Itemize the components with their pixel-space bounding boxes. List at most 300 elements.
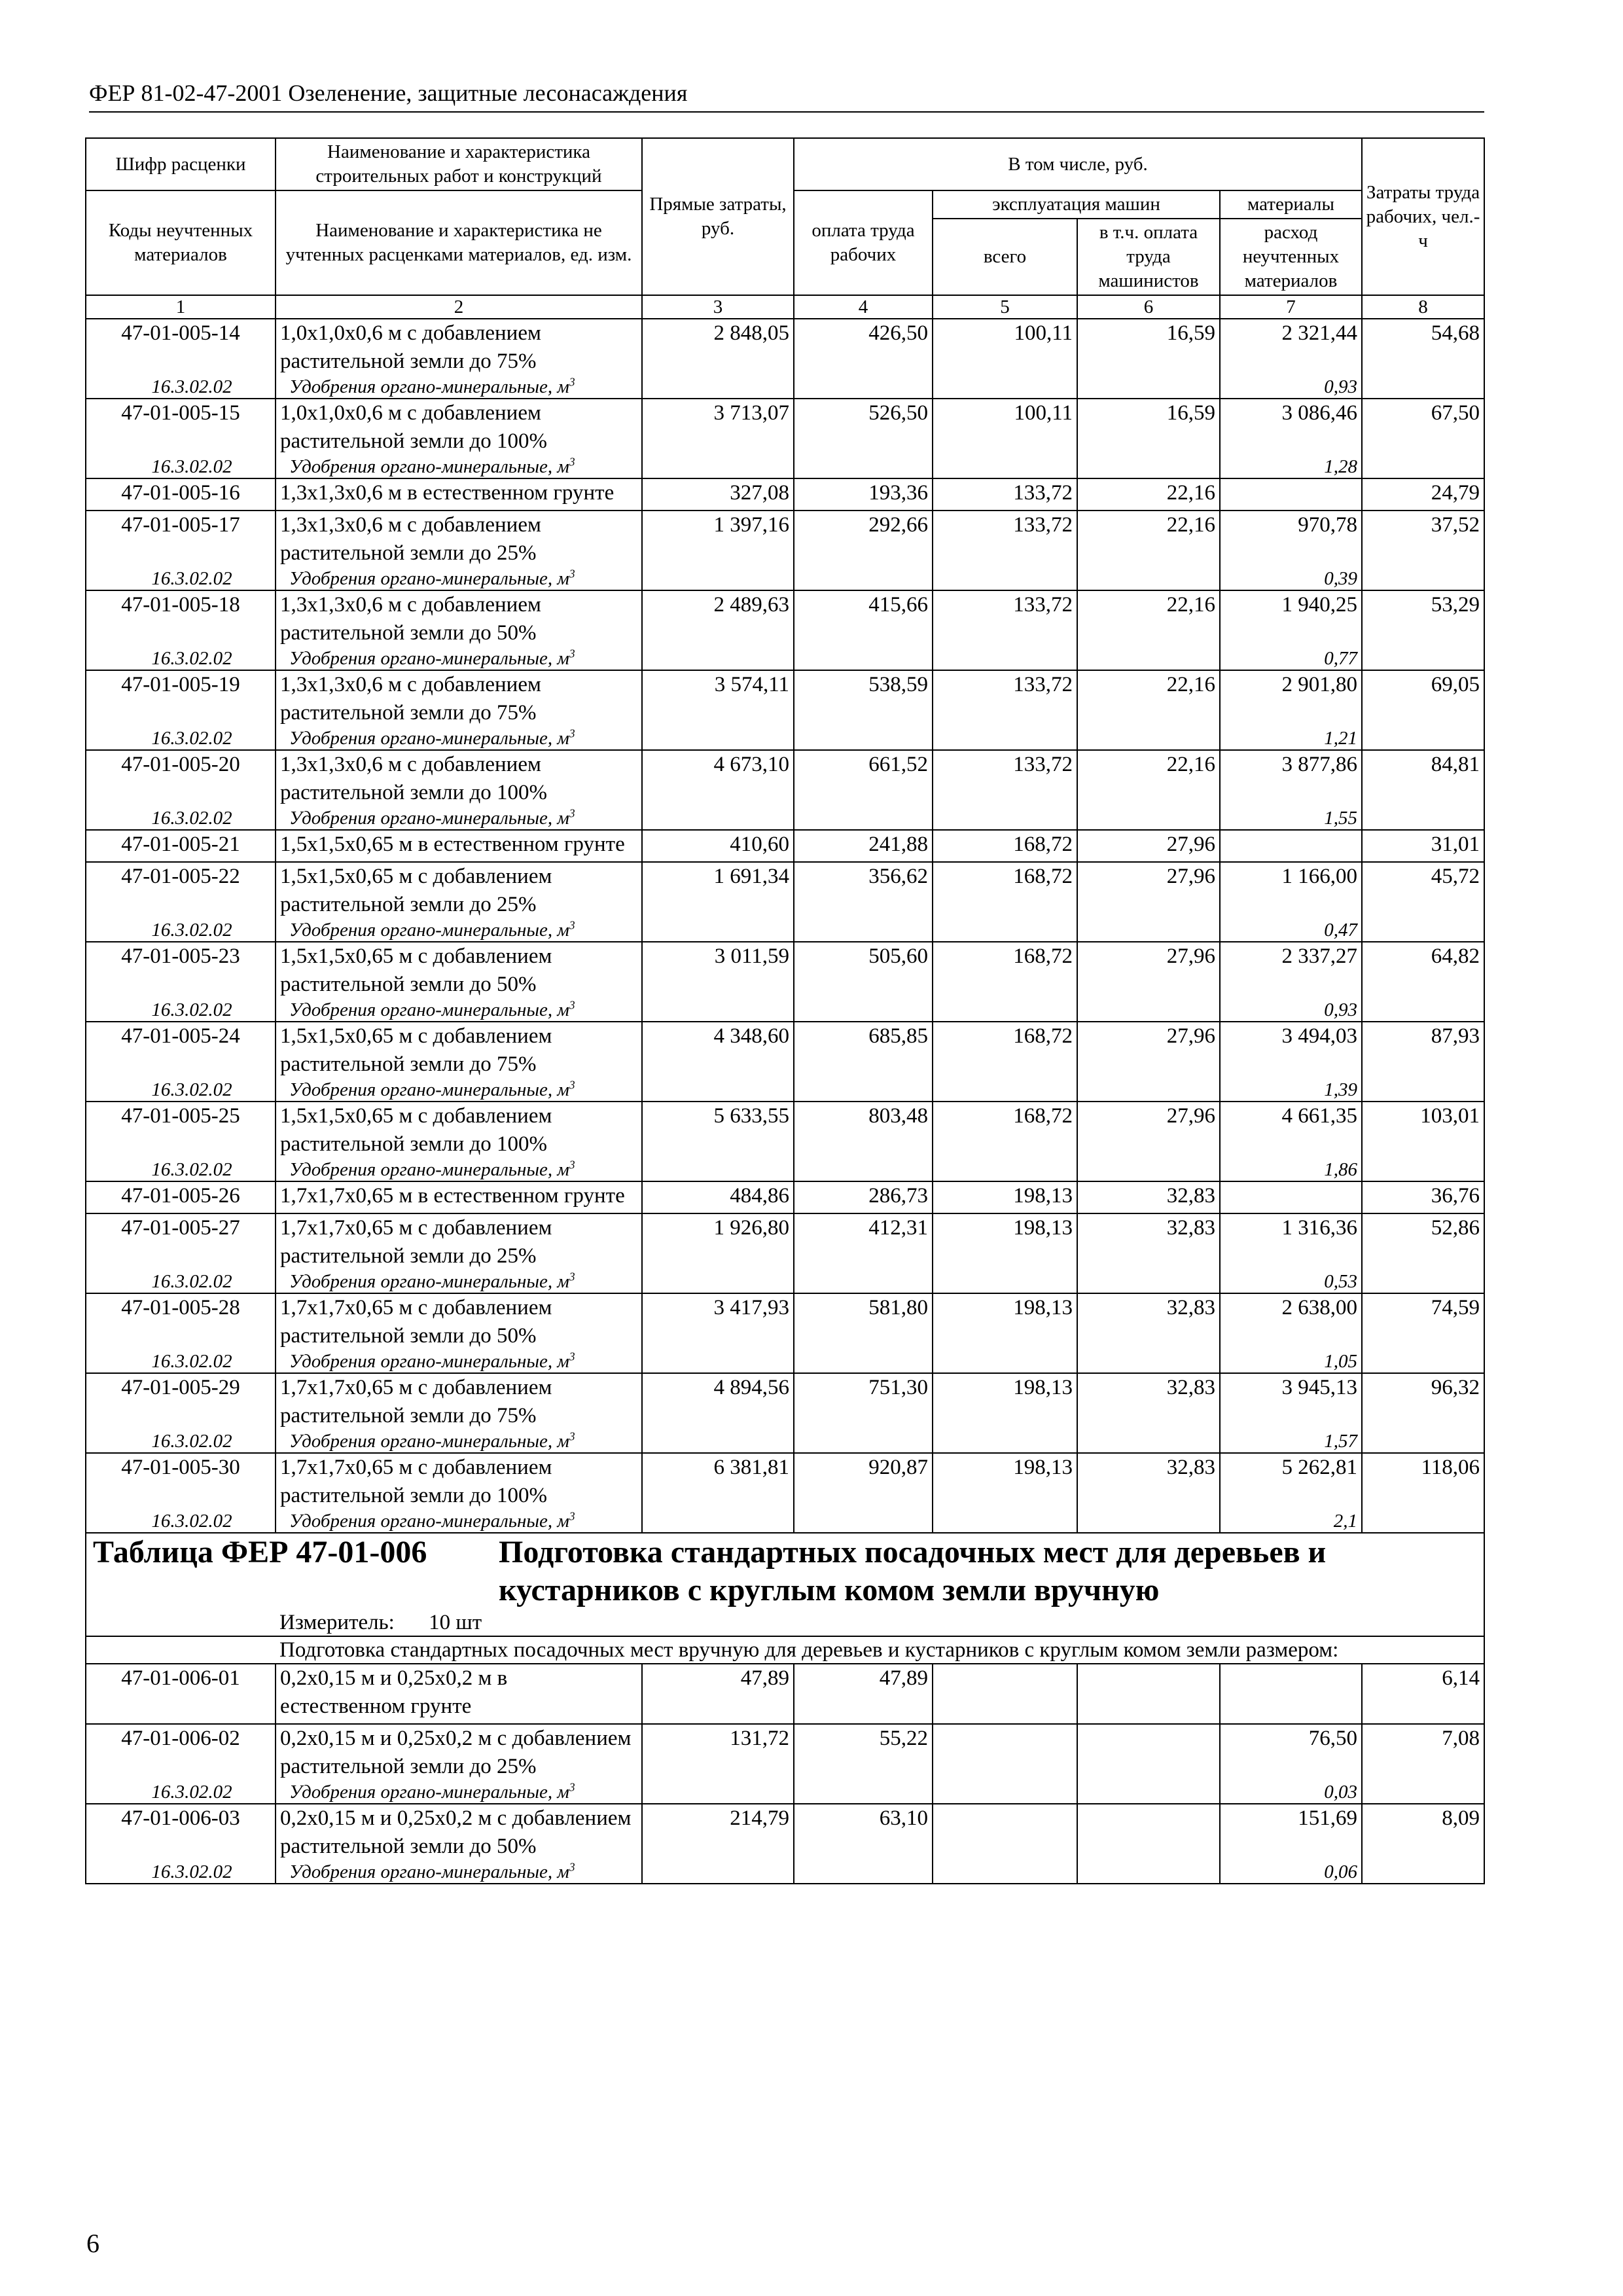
work-name: 1,7х1,7х0,65 м с добавлением растительной земли до 50% (276, 1293, 642, 1350)
resource-name (276, 1270, 642, 1293)
table-row (86, 1213, 1484, 1270)
labor-hours: 74,59 (1362, 1293, 1484, 1350)
rate-code: 47-01-005-22 (86, 862, 276, 919)
machines-total: 133,72 (933, 511, 1077, 567)
materials-cost: 1 166,00 (1220, 862, 1362, 919)
machines-total: 133,72 (933, 670, 1077, 727)
labor-hours: 67,50 (1362, 399, 1484, 456)
table-row (86, 319, 1484, 376)
col-number: 5 (933, 295, 1077, 319)
operators-pay: 32,83 (1077, 1181, 1220, 1213)
resource-name-text: Удобрения органо-минеральные, м (289, 808, 569, 829)
materials-cost: 2 337,27 (1220, 942, 1362, 999)
resource-code: 16.3.02.02 (86, 647, 276, 670)
meter-label: Измеритель: (279, 1611, 395, 1634)
table-row (86, 1102, 1484, 1158)
labor-pay: 55,22 (794, 1724, 933, 1781)
empty-cell (642, 647, 794, 670)
labor-hours: 53,29 (1362, 590, 1484, 647)
operators-pay: 32,83 (1077, 1213, 1220, 1270)
machines-total (933, 1664, 1077, 1724)
materials-cost: 2 638,00 (1220, 1293, 1362, 1350)
operators-pay: 32,83 (1077, 1373, 1220, 1430)
work-name: 0,2х0,15 м и 0,25х0,2 м с добавлением растительной земли до 25% (276, 1724, 642, 1781)
resource-quantity: 1,57 (1220, 1430, 1362, 1453)
empty-cell (794, 1510, 933, 1533)
rate-code: 47-01-006-02 (86, 1724, 276, 1781)
resource-code: 16.3.02.02 (86, 727, 276, 750)
resource-code: 16.3.02.02 (86, 807, 276, 830)
table-body-006 (86, 1664, 1484, 1884)
resource-quantity: 1,28 (1220, 456, 1362, 478)
labor-pay: 412,31 (794, 1213, 933, 1270)
unit-superscript: 3 (569, 1430, 575, 1443)
resource-name-text: Удобрения органо-минеральные, м (289, 1351, 569, 1372)
resource-name (276, 1350, 642, 1373)
unit-superscript: 3 (569, 1158, 575, 1172)
work-name: 1,0х1,0х0,6 м с добавлением растительной земли до 75% (276, 319, 642, 376)
rate-code: 47-01-006-01 (86, 1664, 276, 1724)
operators-pay: 16,59 (1077, 319, 1220, 376)
work-name: 1,5х1,5х0,65 м с добавлением растительной земли до 75% (276, 1022, 642, 1079)
header-pryamye: Прямые затраты, руб. (642, 138, 794, 295)
resource-quantity: 1,39 (1220, 1079, 1362, 1102)
direct-cost: 2 848,05 (642, 319, 794, 376)
labor-hours: 64,82 (1362, 942, 1484, 999)
direct-cost: 3 011,59 (642, 942, 794, 999)
resource-name (276, 567, 642, 590)
resource-code: 16.3.02.02 (86, 1270, 276, 1293)
empty-cell (933, 1510, 1077, 1533)
empty-cell (1362, 807, 1484, 830)
empty-cell (1362, 567, 1484, 590)
empty-cell (1077, 1350, 1220, 1373)
direct-cost: 214,79 (642, 1804, 794, 1861)
resource-code: 16.3.02.02 (86, 1430, 276, 1453)
empty-cell (933, 567, 1077, 590)
labor-pay: 751,30 (794, 1373, 933, 1430)
labor-hours: 118,06 (1362, 1453, 1484, 1510)
running-header: ФЕР 81-02-47-2001 Озеленение, защитные лесонасаждения (89, 77, 1484, 113)
resource-code: 16.3.02.02 (86, 1510, 276, 1533)
resource-quantity: 1,86 (1220, 1158, 1362, 1181)
work-name: 1,7х1,7х0,65 м в естественном грунте (276, 1181, 642, 1213)
empty-cell (1077, 727, 1220, 750)
labor-hours: 52,86 (1362, 1213, 1484, 1270)
empty-cell (642, 1861, 794, 1884)
empty-cell (933, 727, 1077, 750)
resource-row (86, 1430, 1484, 1453)
work-name: 1,3х1,3х0,6 м с добавлением растительной земли до 50% (276, 590, 642, 647)
unit-superscript: 3 (569, 1861, 575, 1874)
empty-cell (642, 1430, 794, 1453)
empty-cell (933, 1350, 1077, 1373)
empty-cell (642, 1510, 794, 1533)
labor-pay: 426,50 (794, 319, 933, 376)
resource-name-text: Удобрения органо-минеральные, м (289, 376, 569, 397)
empty-cell (1077, 456, 1220, 478)
operators-pay: 16,59 (1077, 399, 1220, 456)
empty-cell (933, 919, 1077, 942)
unit-superscript: 3 (569, 1781, 575, 1794)
header-ekspl: эксплуатация машин (933, 190, 1220, 219)
unit-superscript: 3 (569, 919, 575, 932)
rate-code: 47-01-005-25 (86, 1102, 276, 1158)
resource-name-text: Удобрения органо-минеральные, м (289, 999, 569, 1020)
labor-hours: 87,93 (1362, 1022, 1484, 1079)
empty-cell (933, 647, 1077, 670)
direct-cost: 1 397,16 (642, 511, 794, 567)
header-oplata: оплата труда рабочих (794, 190, 933, 295)
rates-table (85, 137, 1485, 1884)
materials-cost: 76,50 (1220, 1724, 1362, 1781)
direct-cost: 410,60 (642, 830, 794, 862)
rate-code: 47-01-005-14 (86, 319, 276, 376)
resource-quantity: 1,21 (1220, 727, 1362, 750)
work-name: 0,2х0,15 м и 0,25х0,2 м с добавлением растительной земли до 50% (276, 1804, 642, 1861)
direct-cost: 1 691,34 (642, 862, 794, 919)
labor-hours: 84,81 (1362, 750, 1484, 807)
empty-cell (933, 1079, 1077, 1102)
direct-cost: 327,08 (642, 478, 794, 511)
resource-name-text: Удобрения органо-минеральные, м (289, 1861, 569, 1882)
empty-cell (1362, 1430, 1484, 1453)
labor-pay: 685,85 (794, 1022, 933, 1079)
rate-code: 47-01-005-17 (86, 511, 276, 567)
operators-pay: 32,83 (1077, 1453, 1220, 1510)
operators-pay: 22,16 (1077, 511, 1220, 567)
empty-cell (642, 807, 794, 830)
resource-name (276, 647, 642, 670)
header-vtch: в т.ч. оплата труда машинистов (1077, 219, 1220, 295)
empty-cell (1362, 1079, 1484, 1102)
empty-cell (794, 1350, 933, 1373)
unit-superscript: 3 (569, 376, 575, 389)
table-row (86, 1724, 1484, 1781)
materials-cost: 151,69 (1220, 1804, 1362, 1861)
work-name: 1,3х1,3х0,6 м с добавлением растительной земли до 100% (276, 750, 642, 807)
empty-cell (1362, 1781, 1484, 1804)
resource-row (86, 1158, 1484, 1181)
rate-code: 47-01-006-03 (86, 1804, 276, 1861)
labor-pay: 505,60 (794, 942, 933, 999)
resource-quantity: 0,93 (1220, 999, 1362, 1022)
empty-cell (1362, 456, 1484, 478)
machines-total: 168,72 (933, 1102, 1077, 1158)
resource-row (86, 727, 1484, 750)
work-name: 1,7х1,7х0,65 м с добавлением растительной земли до 25% (276, 1213, 642, 1270)
table-row (86, 590, 1484, 647)
empty-cell (1077, 1270, 1220, 1293)
unit-superscript: 3 (569, 1350, 575, 1363)
machines-total: 198,13 (933, 1213, 1077, 1270)
resource-name-text: Удобрения органо-минеральные, м (289, 1271, 569, 1292)
empty-cell (642, 1350, 794, 1373)
header-rashod: расход неучтенных материалов (1220, 219, 1362, 295)
rate-code: 47-01-005-19 (86, 670, 276, 727)
empty-cell (794, 999, 933, 1022)
operators-pay: 27,96 (1077, 1022, 1220, 1079)
direct-cost: 4 894,56 (642, 1373, 794, 1430)
header-v-tom-chisle: В том числе, руб. (794, 138, 1362, 190)
table-006-label: Таблица ФЕР 47-01-006 (93, 1535, 427, 1570)
labor-pay: 193,36 (794, 478, 933, 511)
labor-pay: 538,59 (794, 670, 933, 727)
empty-cell (933, 1430, 1077, 1453)
empty-cell (642, 919, 794, 942)
resource-quantity: 0,77 (1220, 647, 1362, 670)
empty-cell (1077, 567, 1220, 590)
materials-cost: 3 877,86 (1220, 750, 1362, 807)
table-006-heading (86, 1533, 1484, 1664)
machines-total: 198,13 (933, 1373, 1077, 1430)
header-vsego: всего (933, 219, 1077, 295)
resource-row (86, 1510, 1484, 1533)
empty-cell (1077, 376, 1220, 399)
resource-name (276, 919, 642, 942)
rate-code: 47-01-005-18 (86, 590, 276, 647)
machines-total: 133,72 (933, 750, 1077, 807)
machines-total (933, 1724, 1077, 1781)
empty-cell (794, 567, 933, 590)
operators-pay: 22,16 (1077, 478, 1220, 511)
rate-code: 47-01-005-21 (86, 830, 276, 862)
empty-cell (1077, 1158, 1220, 1181)
table-row (86, 862, 1484, 919)
header-naim-top: Наименование и характеристика строительных работ и конструкций (276, 138, 642, 190)
direct-cost: 2 489,63 (642, 590, 794, 647)
resource-row (86, 1270, 1484, 1293)
empty-cell (642, 1158, 794, 1181)
empty-cell (794, 456, 933, 478)
empty-cell (1362, 1350, 1484, 1373)
meter-value: 10 шт (429, 1611, 482, 1634)
materials-cost: 1 316,36 (1220, 1213, 1362, 1270)
rate-code: 47-01-005-27 (86, 1213, 276, 1270)
machines-total: 198,13 (933, 1181, 1077, 1213)
rate-code: 47-01-005-20 (86, 750, 276, 807)
work-name: 1,0х1,0х0,6 м с добавлением растительной земли до 100% (276, 399, 642, 456)
operators-pay (1077, 1804, 1220, 1861)
operators-pay: 27,96 (1077, 942, 1220, 999)
table-row (86, 399, 1484, 456)
table-row (86, 511, 1484, 567)
resource-quantity: 0,53 (1220, 1270, 1362, 1293)
resource-name-text: Удобрения органо-минеральные, м (289, 1159, 569, 1180)
empty-cell (933, 807, 1077, 830)
empty-cell (794, 727, 933, 750)
machines-total: 100,11 (933, 319, 1077, 376)
resource-name-text: Удобрения органо-минеральные, м (289, 728, 569, 749)
col-number: 1 (86, 295, 276, 319)
resource-name (276, 807, 642, 830)
unit-superscript: 3 (569, 567, 575, 581)
resource-row (86, 567, 1484, 590)
work-name: 1,3х1,3х0,6 м с добавлением растительной земли до 75% (276, 670, 642, 727)
empty-cell (1077, 647, 1220, 670)
direct-cost: 6 381,81 (642, 1453, 794, 1510)
machines-total: 100,11 (933, 399, 1077, 456)
labor-pay: 803,48 (794, 1102, 933, 1158)
rate-code: 47-01-005-16 (86, 478, 276, 511)
materials-cost: 3 494,03 (1220, 1022, 1362, 1079)
header-naim-bottom: Наименование и характеристика не учтенных расценками материалов, ед. изм. (276, 190, 642, 295)
resource-name-text: Удобрения органо-минеральные, м (289, 456, 569, 477)
machines-total: 198,13 (933, 1453, 1077, 1510)
operators-pay: 22,16 (1077, 590, 1220, 647)
machines-total: 168,72 (933, 942, 1077, 999)
col-number: 7 (1220, 295, 1362, 319)
header-kody: Коды неучтенных материалов (86, 190, 276, 295)
labor-pay: 63,10 (794, 1804, 933, 1861)
unit-superscript: 3 (569, 999, 575, 1012)
unit-superscript: 3 (569, 1510, 575, 1523)
empty-cell (642, 1270, 794, 1293)
materials-cost (1220, 478, 1362, 511)
empty-cell (794, 647, 933, 670)
empty-cell (933, 1270, 1077, 1293)
header-materialy: материалы (1220, 190, 1362, 219)
table-row (86, 942, 1484, 999)
direct-cost: 131,72 (642, 1724, 794, 1781)
resource-code: 16.3.02.02 (86, 1350, 276, 1373)
labor-pay: 292,66 (794, 511, 933, 567)
resource-row (86, 456, 1484, 478)
labor-hours: 69,05 (1362, 670, 1484, 727)
labor-hours: 54,68 (1362, 319, 1484, 376)
labor-hours: 6,14 (1362, 1664, 1484, 1724)
empty-cell (1362, 999, 1484, 1022)
table-row (86, 1804, 1484, 1861)
empty-cell (1362, 919, 1484, 942)
header-shifr: Шифр расценки (86, 138, 276, 190)
empty-cell (642, 376, 794, 399)
col-number: 6 (1077, 295, 1220, 319)
labor-pay: 415,66 (794, 590, 933, 647)
materials-cost (1220, 830, 1362, 862)
col-number: 2 (276, 295, 642, 319)
operators-pay: 27,96 (1077, 862, 1220, 919)
table-row (86, 1181, 1484, 1213)
labor-pay: 47,89 (794, 1664, 933, 1724)
empty-cell (1362, 727, 1484, 750)
empty-cell (794, 1158, 933, 1181)
resource-row (86, 647, 1484, 670)
direct-cost: 3 713,07 (642, 399, 794, 456)
empty-cell (642, 456, 794, 478)
operators-pay: 27,96 (1077, 830, 1220, 862)
resource-row (86, 919, 1484, 942)
empty-cell (1077, 1430, 1220, 1453)
resource-code: 16.3.02.02 (86, 376, 276, 399)
resource-quantity: 0,03 (1220, 1781, 1362, 1804)
resource-name (276, 1158, 642, 1181)
resource-quantity: 0,47 (1220, 919, 1362, 942)
table-006-description: Подготовка стандартных посадочных мест вручную для деревьев и кустарников с круглым комом земли размером: (86, 1636, 1484, 1664)
rate-code: 47-01-005-15 (86, 399, 276, 456)
resource-name-text: Удобрения органо-минеральные, м (289, 920, 569, 941)
resource-code: 16.3.02.02 (86, 1781, 276, 1804)
resource-name (276, 1861, 642, 1884)
resource-code: 16.3.02.02 (86, 1158, 276, 1181)
header-zatraty: Затраты труда рабочих, чел.-ч (1362, 138, 1484, 295)
empty-cell (794, 807, 933, 830)
empty-cell (794, 1270, 933, 1293)
empty-cell (794, 1861, 933, 1884)
machines-total: 133,72 (933, 590, 1077, 647)
labor-hours: 37,52 (1362, 511, 1484, 567)
machines-total: 168,72 (933, 830, 1077, 862)
resource-row (86, 807, 1484, 830)
resource-name-text: Удобрения органо-минеральные, м (289, 1079, 569, 1100)
empty-cell (794, 1079, 933, 1102)
empty-cell (1077, 1861, 1220, 1884)
resource-name-text: Удобрения органо-минеральные, м (289, 1511, 569, 1532)
resource-quantity: 2,1 (1220, 1510, 1362, 1533)
resource-name (276, 999, 642, 1022)
unit-superscript: 3 (569, 807, 575, 820)
resource-row (86, 999, 1484, 1022)
empty-cell (794, 1430, 933, 1453)
empty-cell (642, 727, 794, 750)
unit-superscript: 3 (569, 1079, 575, 1092)
empty-cell (1077, 1781, 1220, 1804)
materials-cost: 3 945,13 (1220, 1373, 1362, 1430)
materials-cost: 5 262,81 (1220, 1453, 1362, 1510)
col-number: 3 (642, 295, 794, 319)
work-name: 1,7х1,7х0,65 м с добавлением растительной земли до 75% (276, 1373, 642, 1430)
empty-cell (1362, 1158, 1484, 1181)
labor-hours: 45,72 (1362, 862, 1484, 919)
work-name: 1,3х1,3х0,6 м в естественном грунте (276, 478, 642, 511)
machines-total: 168,72 (933, 862, 1077, 919)
table-row (86, 1293, 1484, 1350)
empty-cell (794, 1781, 933, 1804)
work-name: 1,3х1,3х0,6 м с добавлением растительной земли до 25% (276, 511, 642, 567)
table-006-title: Подготовка стандартных посадочных мест для деревьев и кустарников с круглым комом земли вручную (499, 1535, 1327, 1607)
resource-code: 16.3.02.02 (86, 567, 276, 590)
labor-hours: 31,01 (1362, 830, 1484, 862)
empty-cell (642, 999, 794, 1022)
resource-code: 16.3.02.02 (86, 1861, 276, 1884)
unit-superscript: 3 (569, 1270, 575, 1283)
unit-superscript: 3 (569, 456, 575, 469)
unit-superscript: 3 (569, 647, 575, 660)
rate-code: 47-01-005-29 (86, 1373, 276, 1430)
resource-row (86, 1079, 1484, 1102)
labor-hours: 103,01 (1362, 1102, 1484, 1158)
work-name: 1,5х1,5х0,65 м с добавлением растительной земли до 100% (276, 1102, 642, 1158)
operators-pay (1077, 1724, 1220, 1781)
col-number: 4 (794, 295, 933, 319)
table-row (86, 670, 1484, 727)
empty-cell (1077, 919, 1220, 942)
work-name: 1,5х1,5х0,65 м с добавлением растительной земли до 25% (276, 862, 642, 919)
direct-cost: 4 673,10 (642, 750, 794, 807)
direct-cost: 3 417,93 (642, 1293, 794, 1350)
resource-row (86, 1861, 1484, 1884)
empty-cell (642, 1079, 794, 1102)
table-row (86, 1453, 1484, 1510)
table-row (86, 478, 1484, 511)
direct-cost: 484,86 (642, 1181, 794, 1213)
materials-cost (1220, 1664, 1362, 1724)
col-number: 8 (1362, 295, 1484, 319)
labor-hours: 7,08 (1362, 1724, 1484, 1781)
labor-pay: 661,52 (794, 750, 933, 807)
resource-name (276, 727, 642, 750)
table-row (86, 1022, 1484, 1079)
